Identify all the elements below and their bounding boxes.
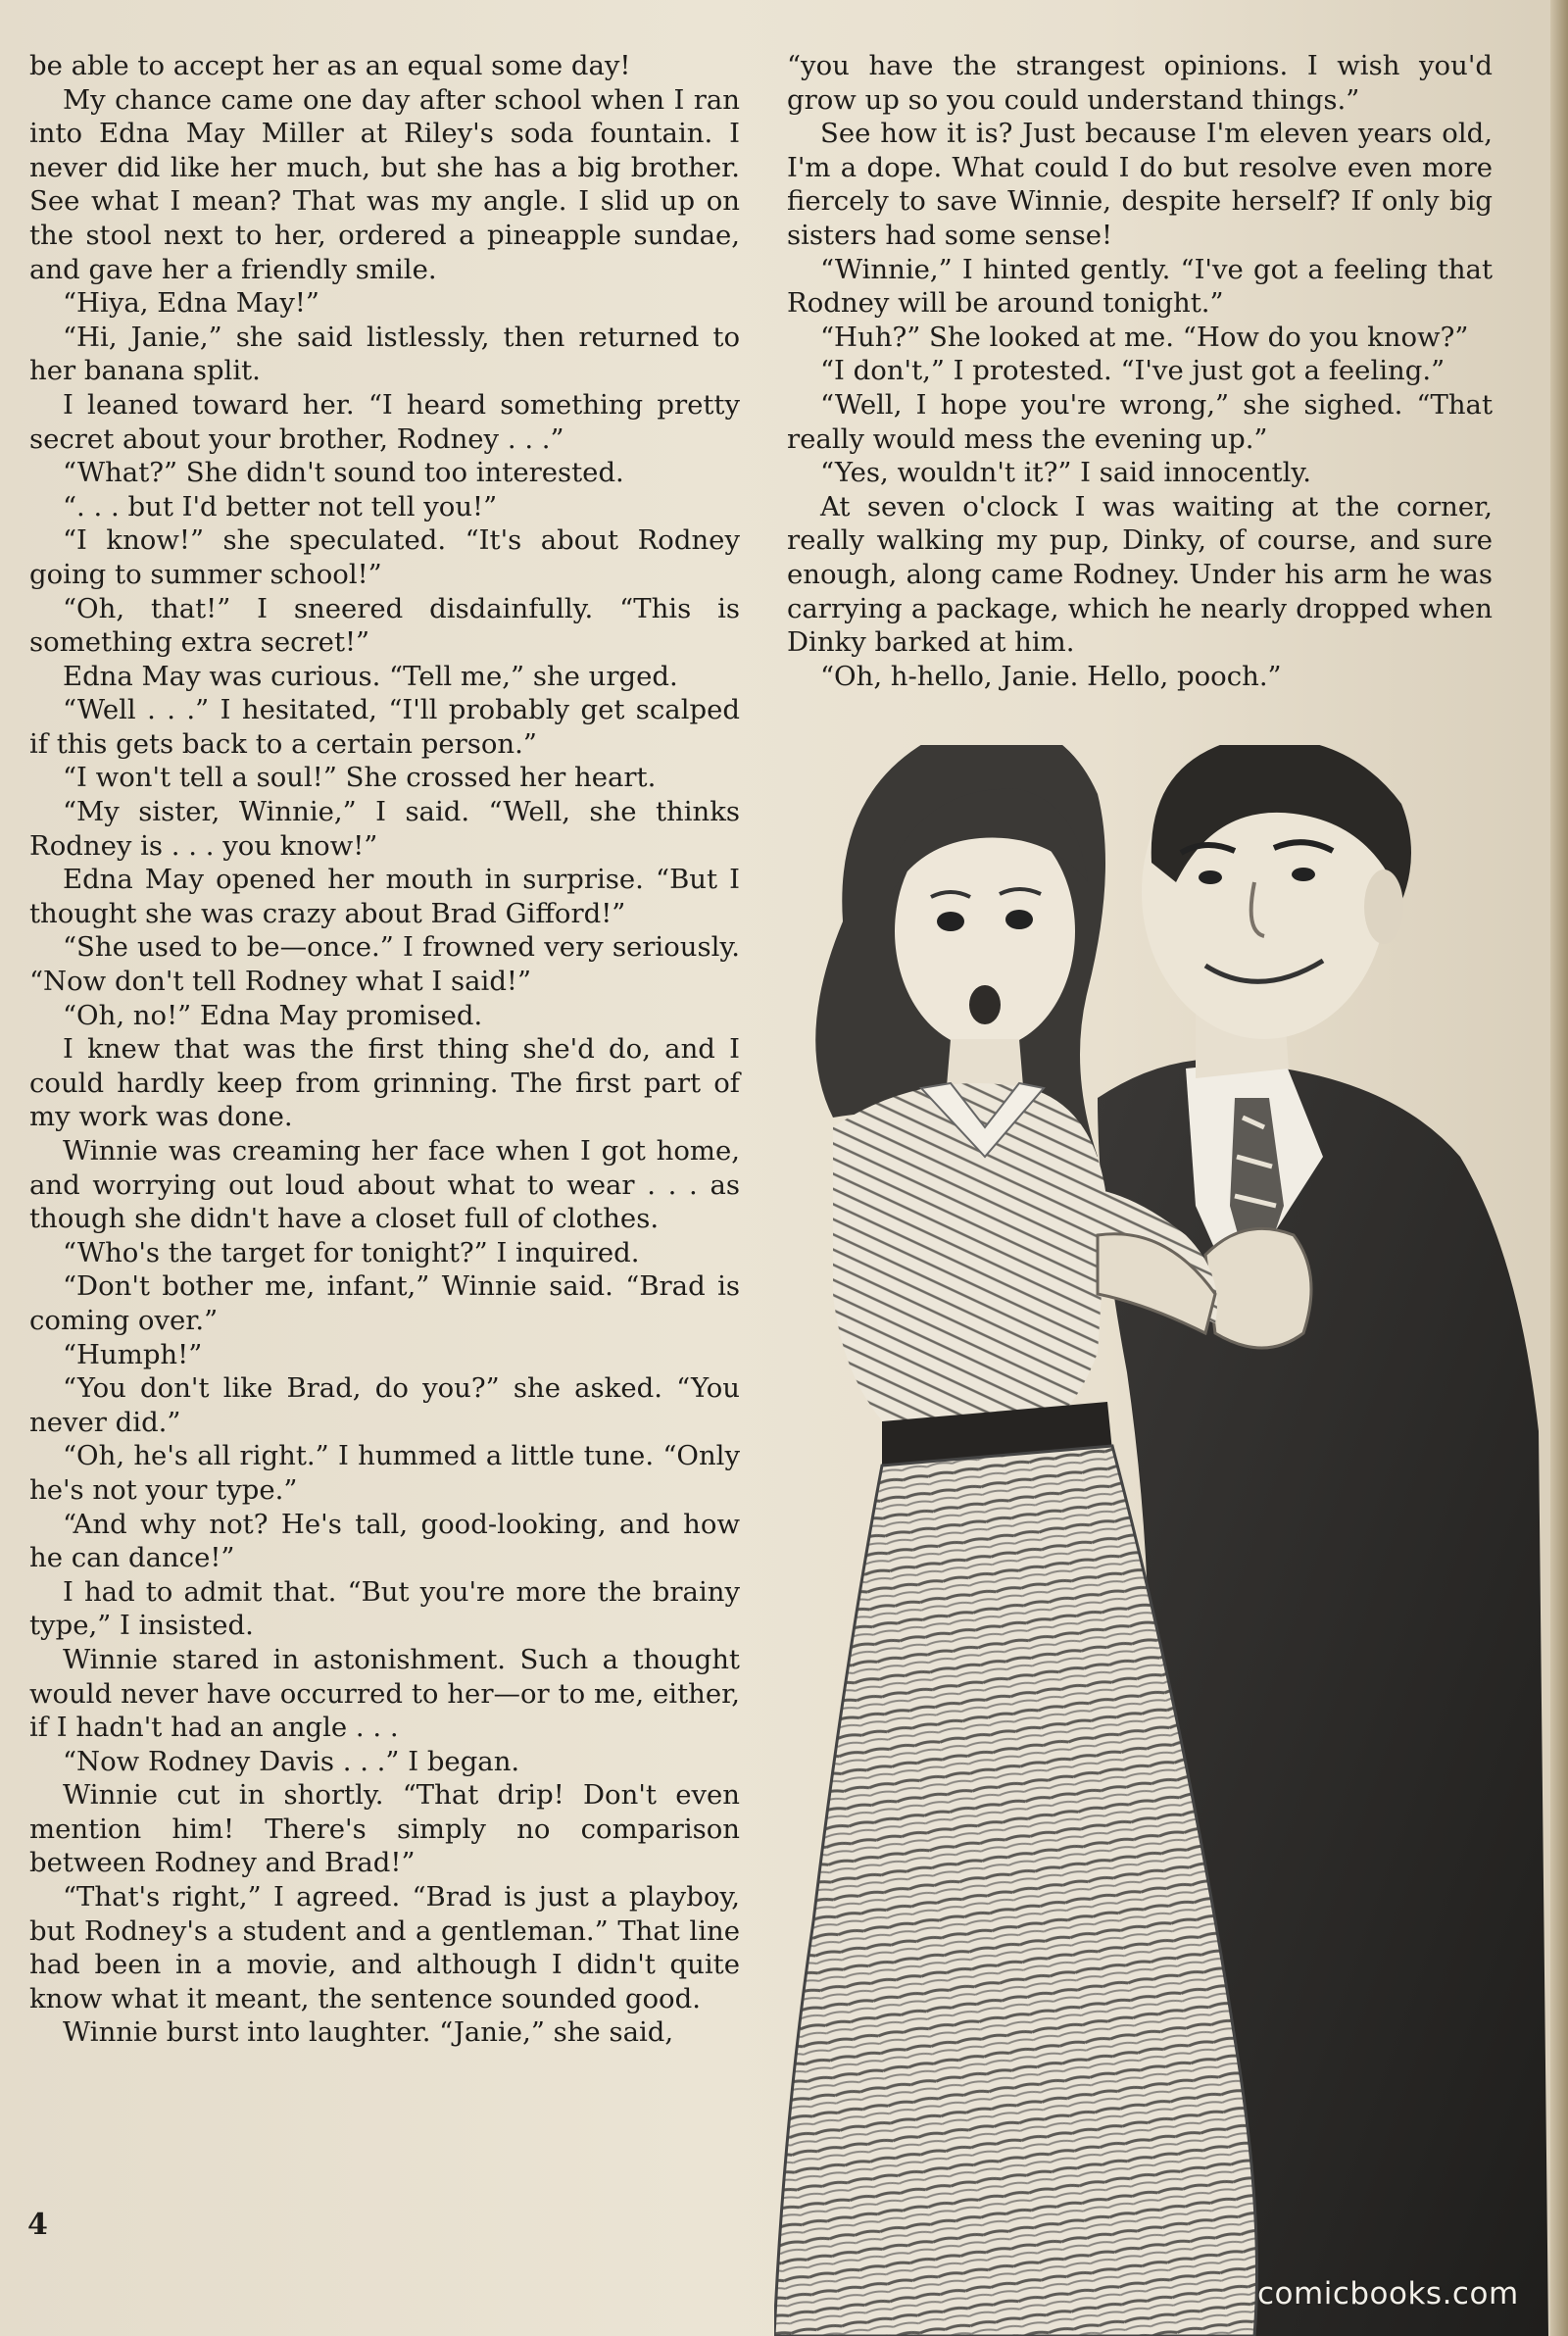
paragraph: Winnie stared in astonishment. Such a thought would never have occurred to her—or to me, either, if I hadn't had an angle . . .	[29, 1643, 740, 1744]
paragraph: “Well . . .” I hesitated, “I'll probably get scalped if this gets back to a certain person.”	[29, 694, 740, 760]
paragraph: “Oh, that!” I sneered disdainfully. “This is something extra secret!”	[29, 592, 740, 659]
paragraph: “I know!” she speculated. “It's about Rodney going to summer school!”	[29, 524, 740, 590]
paragraph: “I won't tell a soul!” She crossed her heart.	[63, 762, 657, 794]
paragraph: “Huh?” She looked at me. “How do you know?”	[820, 321, 1469, 353]
paragraph: “Who's the target for tonight?” I inquired.	[63, 1236, 640, 1268]
paragraph: “you have the strangest opinions. I wish you'd grow up so you could understand things.”	[787, 50, 1493, 116]
left-text-column	[29, 49, 740, 2050]
paragraph: “Humph!”	[63, 1338, 203, 1370]
paragraph: “Winnie,” I hinted gently. “I've got a feeling that Rodney will be around tonight.”	[787, 253, 1493, 320]
paragraph: “Oh, no!” Edna May promised.	[63, 999, 483, 1031]
paragraph: “What?” She didn't sound too interested.	[63, 457, 624, 489]
paragraph: Winnie burst into laughter. “Janie,” she said,	[63, 2016, 674, 2049]
page-spine-edge	[1550, 0, 1568, 2336]
paragraph: Edna May was curious. “Tell me,” she urged.	[63, 660, 678, 692]
paragraph: “Don't bother me, infant,” Winnie said. “Brad is coming over.”	[29, 1270, 740, 1336]
right-text-column	[787, 49, 1493, 693]
paragraph: “I don't,” I protested. “I've just got a feeling.”	[820, 355, 1446, 387]
paragraph: See how it is? Just because I'm eleven years old, I'm a dope. What could I do but resolve even more fiercely to save Winnie, despite herself? If only big sisters had some sense!	[787, 118, 1493, 251]
paragraph: “My sister, Winnie,” I said. “Well, she thinks Rodney is . . . you know!”	[29, 796, 740, 862]
page-number: 4	[27, 2208, 48, 2242]
paragraph: “Well, I hope you're wrong,” she sighed. “That really would mess the evening up.”	[787, 388, 1493, 455]
paragraph: My chance came one day after school when I ran into Edna May Miller at Riley's soda fountain. I never did like her much, but she has a big brother. See what I mean? That was my angle. I slid up on the stool next to her, ordered a pineapple sundae, and gave her a friendly smile.	[29, 83, 740, 285]
paragraph: “She used to be—once.” I frowned very seriously. “Now don't tell Rodney what I said!”	[29, 931, 740, 998]
paragraph: “Now Rodney Davis . . .” I began.	[63, 1745, 520, 1777]
paragraph: I had to admit that. “But you're more the brainy type,” I insisted.	[29, 1575, 740, 1642]
watermark-text: comicbooks.com	[1257, 2276, 1519, 2311]
paragraph: “. . . but I'd better not tell you!”	[63, 490, 498, 522]
paragraph: “Oh, h-hello, Janie. Hello, pooch.”	[820, 660, 1282, 692]
paragraph: Winnie was creaming her face when I got home, and worrying out loud about what to wear . . . as though she didn't have a closet full of clothes.	[29, 1135, 740, 1235]
paragraph: “Hiya, Edna May!”	[63, 287, 319, 320]
paragraph: At seven o'clock I was waiting at the corner, really walking my pup, Dinky, of course, and sure enough, along came Rodney. Under his arm he was carrying a package, which he nearly dropped when Dinky barked at him.	[787, 490, 1493, 659]
paragraph: “Hi, Janie,” she said listlessly, then returned to her banana split.	[29, 321, 740, 387]
paragraph: I knew that was the first thing she'd do, and I could hardly keep from grinning. The first part of my work was done.	[29, 1033, 740, 1133]
paragraph: “Yes, wouldn't it?” I said innocently.	[820, 457, 1312, 489]
paragraph: I leaned toward her. “I heard something pretty secret about your brother, Rodney . . .”	[29, 388, 740, 455]
dancing-couple-illustration	[774, 745, 1548, 2336]
paragraph: “That's right,” I agreed. “Brad is just a playboy, but Rodney's a student and a gentleman.” That line had been in a movie, and although I didn't quite know what it meant, the sentence sounded good.	[29, 1881, 740, 2014]
paragraph: Winnie cut in shortly. “That drip! Don't even mention him! There's simply no comparison between Rodney and Brad!”	[29, 1779, 740, 1879]
paragraph: be able to accept her as an equal some day!	[29, 50, 631, 81]
paragraph: “And why not? He's tall, good-looking, and how he can dance!”	[29, 1508, 740, 1574]
paragraph: “Oh, he's all right.” I hummed a little tune. “Only he's not your type.”	[29, 1440, 740, 1506]
paragraph: Edna May opened her mouth in surprise. “But I thought she was crazy about Brad Gifford!”	[29, 864, 740, 929]
paragraph: “You don't like Brad, do you?” she asked. “You never did.”	[29, 1372, 740, 1438]
